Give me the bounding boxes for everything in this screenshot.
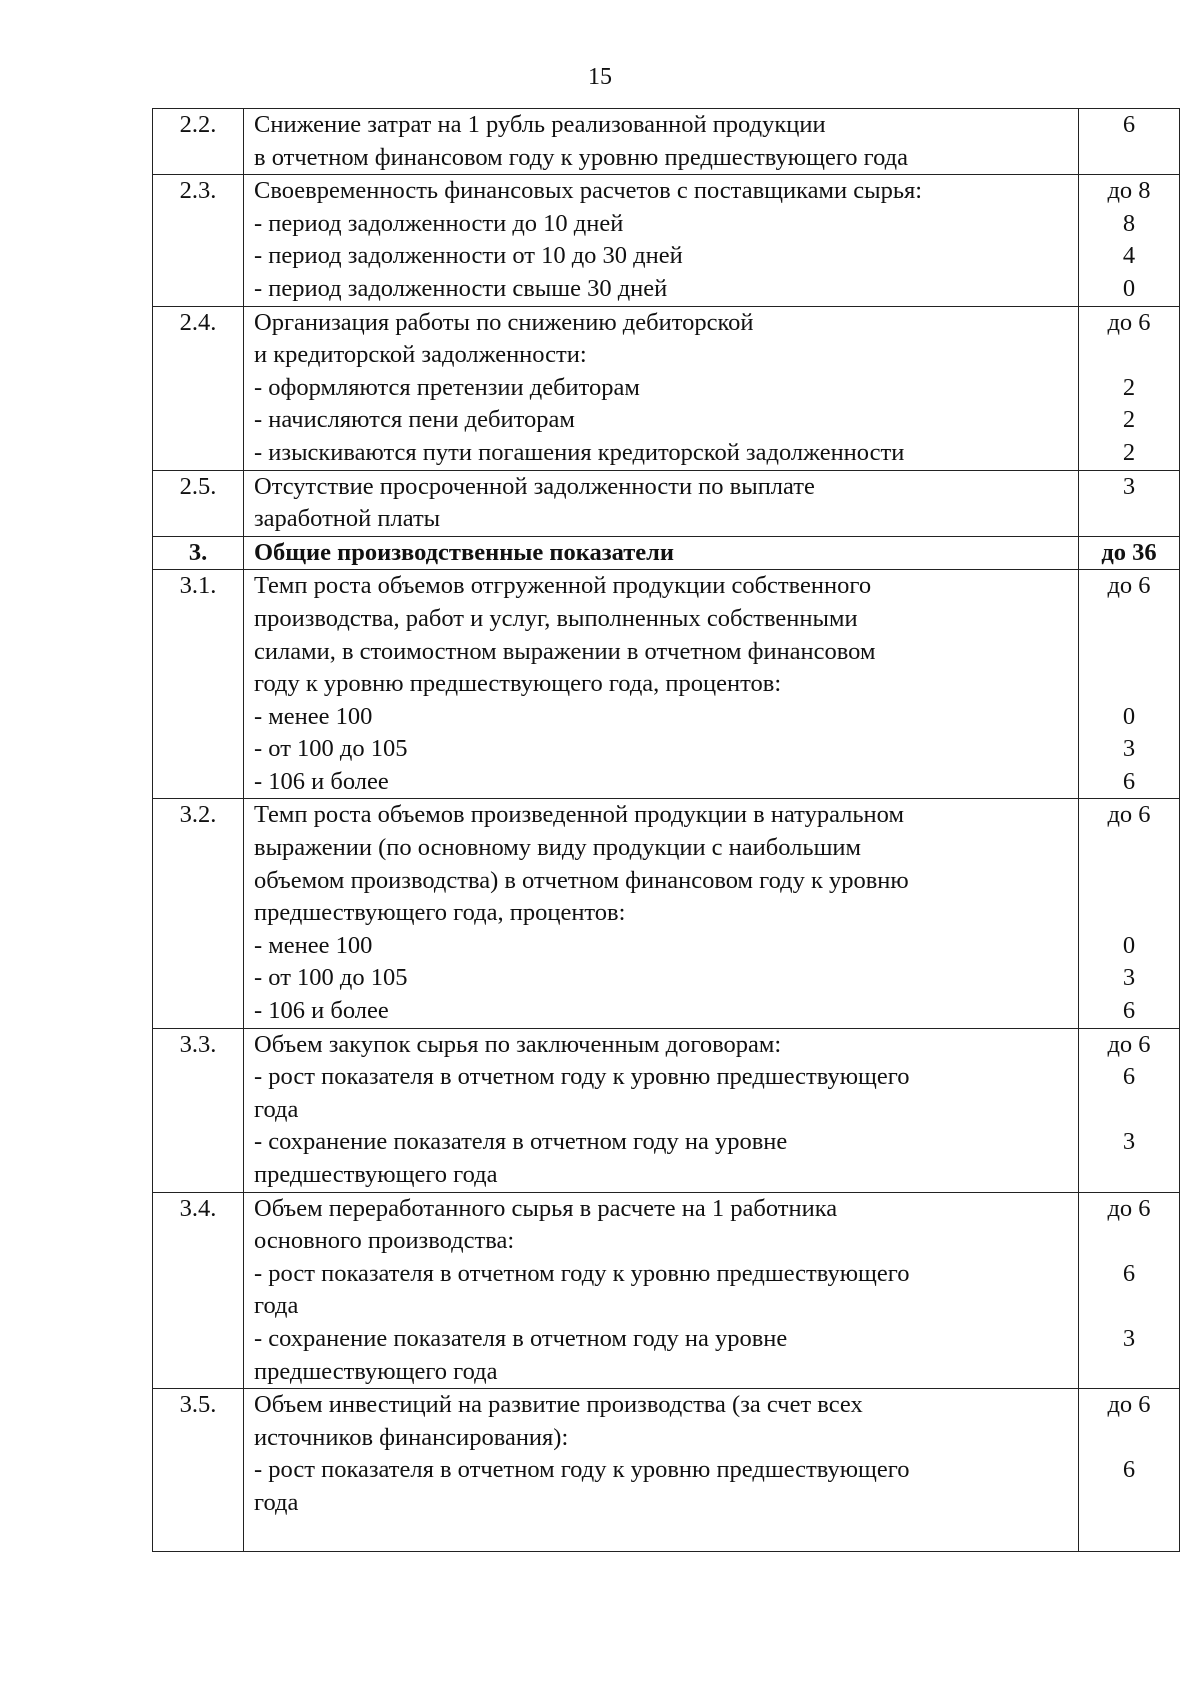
item-number: 3.5. xyxy=(153,1389,244,1552)
score-value: 6 xyxy=(1122,1063,1136,1091)
table-row xyxy=(153,1028,1180,1192)
score-cell xyxy=(1079,1028,1180,1192)
table-row xyxy=(153,175,1180,306)
criterion-line: и кредиторской задолженности: xyxy=(254,341,587,369)
criterion-text xyxy=(244,306,1079,470)
item-number: 3. xyxy=(153,536,244,570)
score-value: до 6 xyxy=(1107,801,1151,829)
criterion-line: - начисляются пени дебиторам xyxy=(254,406,575,434)
score-value xyxy=(1079,897,1179,930)
criterion-line: - рост показателя в отчетном году к уровню предшествующего xyxy=(254,1063,910,1091)
score-value: 3 xyxy=(1122,735,1136,763)
criterion-line: предшествующего года, процентов: xyxy=(254,899,626,927)
criterion-line: Организация работы по снижению дебиторской xyxy=(254,308,754,336)
criterion-line: - рост показателя в отчетном году к уровню предшествующего xyxy=(254,1456,910,1484)
item-number: 2.2. xyxy=(153,109,244,175)
table-row xyxy=(153,1192,1180,1389)
criterion-line: года xyxy=(254,1488,299,1516)
table-row xyxy=(153,1389,1180,1552)
score-value: 6 xyxy=(1122,767,1136,795)
score-value xyxy=(1079,1356,1179,1389)
criterion-text xyxy=(244,1192,1079,1389)
score-value: 8 xyxy=(1122,209,1136,237)
criterion-text xyxy=(244,1028,1079,1192)
criterion-line: Темп роста объемов произведенной продукции в натуральном xyxy=(254,801,904,829)
criterion-line: - сохранение показателя в отчетном году на уровне xyxy=(254,1324,788,1352)
score-value: до 6 xyxy=(1107,308,1151,336)
criterion-line: Темп роста объемов отгруженной продукции собственного xyxy=(254,572,872,600)
score-value: 3 xyxy=(1122,1128,1136,1156)
criterion-line: - от 100 до 105 xyxy=(254,964,408,992)
criterion-line: Объем закупок сырья по заключенным договорам: xyxy=(254,1030,782,1058)
criterion-line: источников финансирования): xyxy=(254,1423,569,1451)
criterion-line: - 106 и более xyxy=(254,767,389,795)
criterion-line: - рост показателя в отчетном году к уровню предшествующего xyxy=(254,1259,910,1287)
score-cell xyxy=(1079,1192,1180,1389)
criterion-text xyxy=(244,570,1079,799)
score-value: до 6 xyxy=(1107,1391,1151,1419)
criterion-line: - 106 и более xyxy=(254,997,389,1025)
table-row xyxy=(153,470,1180,536)
score-cell xyxy=(1079,306,1180,470)
criterion-line: объемом производства) в отчетном финансовом году к уровню xyxy=(254,866,909,894)
criteria-table xyxy=(152,108,1180,1552)
item-number: 3.3. xyxy=(153,1028,244,1192)
criterion-text xyxy=(244,109,1079,175)
table-row xyxy=(153,570,1180,799)
criterion-line: - оформляются претензии дебиторам xyxy=(254,373,640,401)
score-value xyxy=(1079,1159,1179,1192)
criterion-line: - менее 100 xyxy=(254,931,373,959)
criterion-text xyxy=(244,175,1079,306)
criterion-text xyxy=(244,470,1079,536)
criterion-text xyxy=(244,799,1079,1028)
page-number: 15 xyxy=(588,64,612,90)
score-value: 6 xyxy=(1122,1259,1136,1287)
criterion-line: - период задолженности до 10 дней xyxy=(254,209,624,237)
score-cell xyxy=(1079,536,1180,570)
table-row xyxy=(153,536,1180,570)
score-value xyxy=(1079,1290,1179,1323)
score-value xyxy=(1079,636,1179,669)
score-value: 0 xyxy=(1122,274,1136,302)
score-value: 6 xyxy=(1122,111,1136,138)
criterion-line: года xyxy=(254,1095,299,1123)
score-value: 2 xyxy=(1122,406,1136,434)
criterion-line: предшествующего года xyxy=(254,1357,498,1385)
criterion-line: Объем инвестиций на развитие производства (за счет всех xyxy=(254,1391,863,1419)
criterion-line: - изыскиваются пути погашения кредиторской задолженности xyxy=(254,438,905,466)
score-value: 2 xyxy=(1122,438,1136,466)
criterion-line: Отсутствие просроченной задолженности по выплате xyxy=(254,472,815,500)
criterion-line: заработной платы xyxy=(254,505,441,533)
score-value xyxy=(1079,668,1179,701)
score-value xyxy=(1079,1094,1179,1127)
item-number: 2.3. xyxy=(153,175,244,306)
criterion-line: - период задолженности от 10 до 30 дней xyxy=(254,242,683,270)
criterion-line: года xyxy=(254,1292,299,1320)
score-value: 4 xyxy=(1122,242,1136,270)
item-number: 3.1. xyxy=(153,570,244,799)
score-value xyxy=(1079,603,1179,636)
score-value xyxy=(1079,1225,1179,1258)
score-value: 6 xyxy=(1122,1456,1136,1484)
score-value xyxy=(1079,503,1179,536)
criterion-line: силами, в стоимостном выражении в отчетном финансовом xyxy=(254,637,876,665)
score-value: 3 xyxy=(1122,1324,1136,1352)
score-cell xyxy=(1079,175,1180,306)
score-cell xyxy=(1079,570,1180,799)
score-value xyxy=(1079,1487,1179,1520)
criterion-line: выражении (по основному виду продукции с наибольшим xyxy=(254,834,862,862)
score-cell xyxy=(1079,109,1180,175)
score-value: 2 xyxy=(1122,373,1136,401)
criterion-line: предшествующего года xyxy=(254,1161,498,1188)
table-row xyxy=(153,109,1180,175)
score-cell xyxy=(1079,1389,1180,1552)
criterion-line: в отчетном финансовом году к уровню предшествующего года xyxy=(254,143,908,171)
score-value xyxy=(1079,142,1179,175)
criteria-table-body xyxy=(153,109,1180,1552)
score-value xyxy=(1079,1422,1179,1455)
criterion-text xyxy=(244,1389,1079,1552)
criterion-line: Объем переработанного сырья в расчете на 1 работника xyxy=(254,1194,838,1222)
item-number: 2.5. xyxy=(153,470,244,536)
criterion-text xyxy=(244,536,1079,570)
item-number: 2.4. xyxy=(153,306,244,470)
score-value: 0 xyxy=(1122,702,1136,730)
score-value xyxy=(1079,865,1179,898)
score-value: до 6 xyxy=(1107,572,1151,600)
score-value: 6 xyxy=(1122,997,1136,1025)
score-value xyxy=(1079,832,1179,865)
criterion-line: основного производства: xyxy=(254,1227,515,1255)
score-value: 3 xyxy=(1122,964,1136,992)
table-row xyxy=(153,799,1180,1028)
score-cell xyxy=(1079,799,1180,1028)
score-value: до 36 xyxy=(1101,538,1157,566)
score-value: 3 xyxy=(1122,472,1136,500)
item-number: 3.4. xyxy=(153,1192,244,1389)
item-number: 3.2. xyxy=(153,799,244,1028)
criterion-line: Общие производственные показатели xyxy=(254,538,675,566)
score-value: до 8 xyxy=(1107,177,1151,205)
criterion-line: - сохранение показателя в отчетном году на уровне xyxy=(254,1128,788,1156)
score-value: до 6 xyxy=(1107,1194,1151,1222)
criterion-line: - менее 100 xyxy=(254,702,373,730)
criterion-line: году к уровню предшествующего года, процентов: xyxy=(254,670,782,698)
criterion-line: Снижение затрат на 1 рубль реализованной продукции xyxy=(254,111,826,138)
criterion-line: - период задолженности свыше 30 дней xyxy=(254,274,668,302)
criterion-line: производства, работ и услуг, выполненных собственными xyxy=(254,604,858,632)
table-row xyxy=(153,306,1180,470)
score-value: до 6 xyxy=(1107,1030,1151,1058)
score-value: 0 xyxy=(1122,931,1136,959)
criterion-line: Своевременность финансовых расчетов с поставщиками сырья: xyxy=(254,177,923,205)
score-cell xyxy=(1079,470,1180,536)
score-value xyxy=(1079,339,1179,372)
criterion-line: - от 100 до 105 xyxy=(254,735,408,763)
